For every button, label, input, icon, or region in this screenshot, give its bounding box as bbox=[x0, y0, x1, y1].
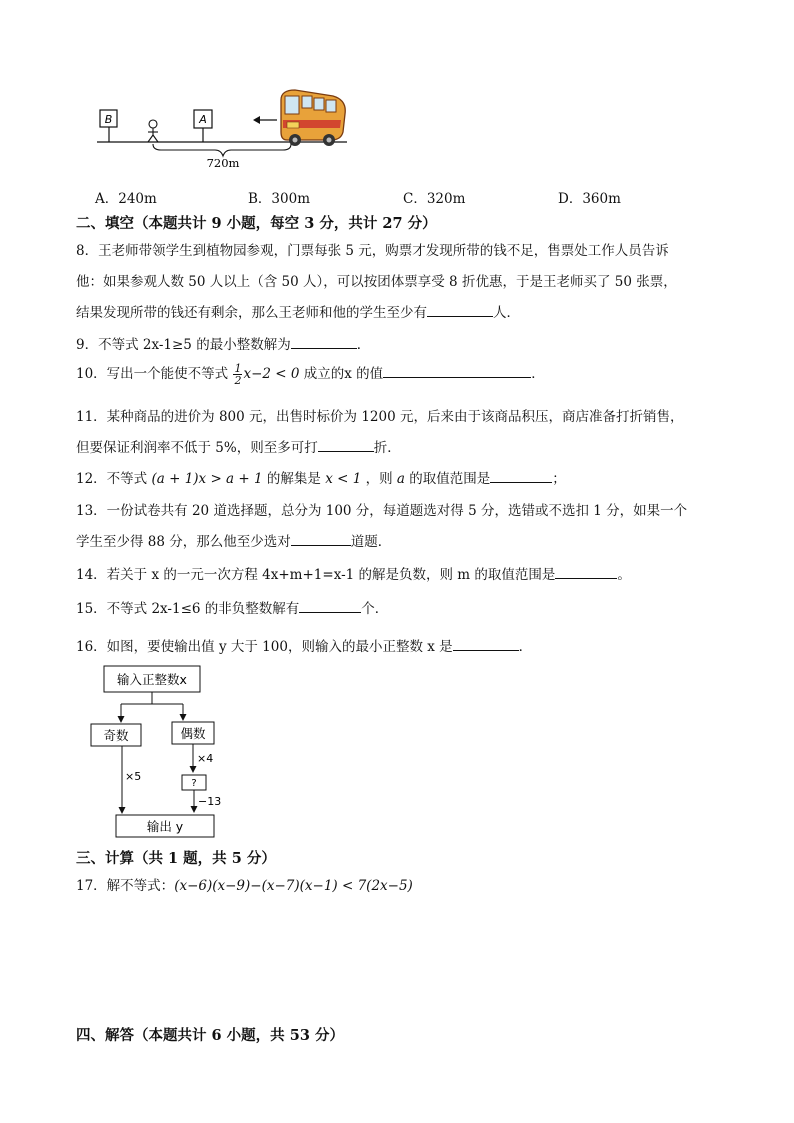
q8-line1: 8．王老师带领学生到植物园参观，门票每张 5 元，购票才发现所带的钱不足，售票处工作人员告诉 bbox=[76, 243, 669, 259]
flow-times5-label: ×5 bbox=[125, 770, 142, 783]
distance-label: 720m bbox=[206, 156, 240, 170]
q11-line2: 但要保证利润率不低于 5%，则至多可打 折． bbox=[76, 440, 401, 456]
sign-b-label: B bbox=[104, 113, 113, 126]
q9: 9．不等式 2x-1≥5 的最小整数解为 ． bbox=[76, 337, 371, 353]
q13-line1: 13．一份试卷共有 20 道选择题，总分为 100 分，每道题选对得 5 分，选错或不选扣 1 分，如果一个 bbox=[76, 503, 688, 519]
flow-times4-label: ×4 bbox=[197, 752, 214, 765]
bus-road-figure bbox=[95, 86, 360, 176]
answer-blank[interactable] bbox=[318, 439, 374, 452]
flow-unknown-label: ? bbox=[191, 778, 197, 789]
flow-minus13-label: −13 bbox=[198, 795, 222, 808]
answer-blank[interactable] bbox=[383, 365, 531, 378]
q10: 10．写出一个能使不等式 $\frac{1}{2}$ x−2 < 0 成立的x 的值 ． bbox=[76, 362, 545, 387]
answer-blank[interactable] bbox=[299, 600, 361, 613]
flow-odd-label: 奇数 bbox=[103, 728, 129, 743]
sign-a-label: A bbox=[199, 113, 207, 126]
option-b: B．300m bbox=[248, 191, 310, 207]
fraction-half: $\frac{1}{2}$ bbox=[234, 362, 242, 387]
flowchart bbox=[84, 662, 234, 840]
q8-line2: 他：如果参观人数 50 人以上（含 50 人），可以按团体票享受 8 折优惠，于是王老师买了 50 张票， bbox=[76, 274, 677, 290]
section-heading-fill-in: 二、填空（本题共计 9 小题，每空 3 分，共计 27 分） bbox=[76, 215, 437, 232]
q8-line3: 结果发现所带的钱还有剩余，那么王老师和他的学生至少有 人． bbox=[76, 305, 520, 321]
q16: 16．如图，要使输出值 y 大于 100，则输入的最小正整数 x 是 ． bbox=[76, 639, 533, 655]
answer-blank[interactable] bbox=[453, 638, 519, 651]
answer-blank[interactable] bbox=[291, 533, 351, 546]
flow-input-label: 输入正整数x bbox=[117, 672, 187, 687]
q15: 15．不等式 2x-1≤6 的非负整数解有 个． bbox=[76, 601, 389, 617]
answer-blank[interactable] bbox=[490, 470, 552, 483]
arrow-left-icon bbox=[253, 116, 277, 124]
q17: 17．解不等式：(x−6)(x−9)−(x−7)(x−1) < 7(2x−5) bbox=[76, 878, 413, 894]
q11-line1: 11．某种商品的进价为 800 元，出售时标价为 1200 元，后来由于该商品积压，商店准备打折销售， bbox=[76, 409, 684, 425]
option-d: D．360m bbox=[558, 191, 621, 207]
q14: 14．若关于 x 的一元一次方程 4x+m+1=x-1 的解是负数，则 m 的取值范围是 。 bbox=[76, 567, 631, 583]
answer-blank[interactable] bbox=[555, 566, 617, 579]
option-a: A．240m bbox=[95, 191, 157, 207]
answer-blank[interactable] bbox=[427, 304, 493, 317]
bus-icon bbox=[281, 90, 345, 146]
q13-line2: 学生至少得 88 分，那么他至少选对 道题． bbox=[76, 534, 392, 550]
q12: 12．不等式 (a + 1)x > a + 1 的解集是 x < 1 ，则 a 的取值范围是 ； bbox=[76, 471, 566, 487]
section-heading-solutions: 四、解答（本题共计 6 小题，共 53 分） bbox=[76, 1027, 344, 1044]
person-icon bbox=[148, 120, 158, 142]
option-c: C．320m bbox=[403, 191, 466, 207]
answer-blank[interactable] bbox=[291, 336, 357, 349]
flow-output-label: 输出 y bbox=[146, 819, 184, 834]
distance-brace bbox=[153, 144, 291, 156]
section-heading-calculation: 三、计算（共 1 题，共 5 分） bbox=[76, 850, 276, 867]
flow-even-label: 偶数 bbox=[180, 726, 206, 741]
